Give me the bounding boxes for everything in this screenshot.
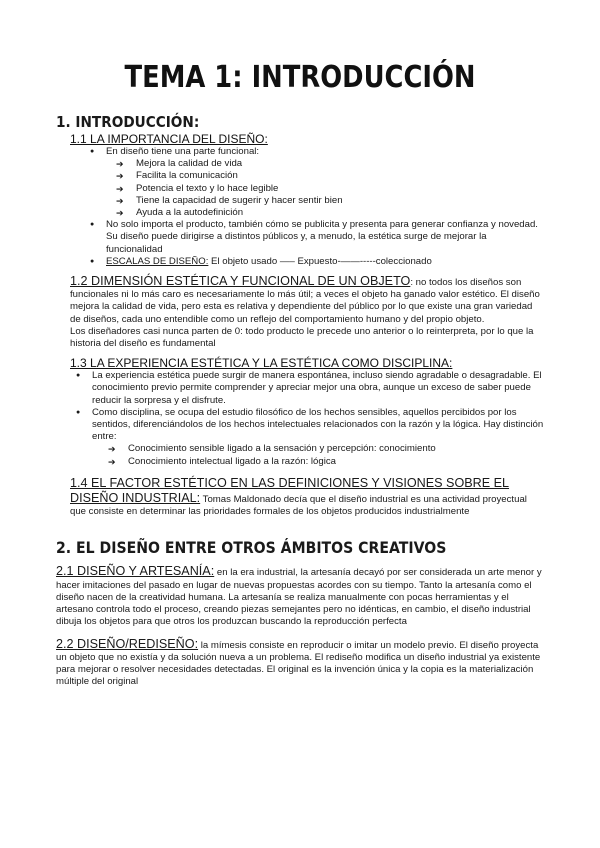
sub-list xyxy=(106,158,544,219)
sub-list-item: ➔ Tiene la capacidad de sugerir y hacer sentir bien xyxy=(136,195,544,207)
section-2-heading: 2. EL DISEÑO ENTRE OTROS ÁMBITOS CREATIVOS xyxy=(56,538,447,558)
section-1-4-heading: 1.4 EL FACTOR ESTÉTICO EN LAS DEFINICIONES Y VISIONES SOBRE EL DISEÑO INDUSTRIAL: xyxy=(70,475,510,506)
list-item xyxy=(106,256,544,268)
scales-label: ESCALAS DE DISEÑO: xyxy=(106,255,209,267)
section-2-2-heading: 2.2 DISEÑO/REDISEÑO: xyxy=(56,636,199,651)
section-1-3-list xyxy=(70,370,544,468)
sub-list-item: ➔ Ayuda a la autodefinición xyxy=(136,207,544,219)
sub-list-item: ➔ Conocimiento sensible ligado a la sensación y percepción: conocimiento xyxy=(128,443,544,455)
section-1-heading: 1. INTRODUCCIÓN: xyxy=(56,113,200,131)
section-2-2 xyxy=(56,637,544,689)
page-title: TEMA 1: INTRODUCCIÓN xyxy=(124,60,476,95)
section-1-1-list xyxy=(70,146,544,268)
section-1-2-paragraph-2: Los diseñadores casi nunca parten de 0: todo producto le precede uno anterior o lo reinterpreta, por lo que la historia del diseño es fundamental xyxy=(70,325,534,350)
section-1-1-heading: 1.1 LA IMPORTANCIA DEL DISEÑO: xyxy=(70,132,268,146)
section-1-1 xyxy=(56,132,544,268)
list-item xyxy=(92,407,544,468)
section-2-1-heading: 2.1 DISEÑO Y ARTESANÍA: xyxy=(56,564,215,579)
section-2-1-paragraph xyxy=(56,564,544,628)
list-item xyxy=(106,146,544,219)
section-1-2-paragraph xyxy=(70,274,544,326)
section-1-2-heading: 1.2 DIMENSIÓN ESTÉTICA Y FUNCIONAL DE UN OBJETO xyxy=(70,274,411,289)
list-item-text: En diseño tiene una parte funcional: xyxy=(106,146,260,157)
section-2-2-paragraph xyxy=(56,637,544,689)
section-1-2 xyxy=(56,274,544,350)
sub-list-item: ➔ Conocimiento intelectual ligado a la razón: lógica xyxy=(128,456,544,468)
sub-list-item: ➔ Mejora la calidad de vida xyxy=(136,158,544,170)
paragraph-text: la mímesis consiste en reproducir o imitar un modelo previo. El diseño proyecta un objeto que no existía y da solución nueva a un problema. El rediseño modifica un diseño industrial ya existente para mejorar o resolver necesidades detectadas. El original es la invención única y la copia es la materialización múltiple del original xyxy=(56,639,541,688)
list-item-text: Como disciplina, se ocupa del estudio filosófico de los hechos sensibles, aquellos percibidos por los sentidos, diferenciándolos de los hechos intelectuales relacionados con la razón y la lógica. Hay distinción entre: xyxy=(92,406,544,443)
sub-list-item: ➔ Potencia el texto y lo hace legible xyxy=(136,183,544,195)
list-item: ● La experiencia estética puede surgir de manera espontánea, incluso siendo agradable o desagradable. El conocimiento previo permite comprender y apreciar mejor una obra, aunque un exceso de saber puede reducir la sorpresa y el disfrute. xyxy=(92,370,544,407)
paragraph-text: Tomas Maldonado decía que el diseño industrial es una actividad proyectual que consiste en determinar las prioridades formales de los objetos producidos industrialmente xyxy=(70,494,527,518)
section-2-1 xyxy=(56,564,544,628)
sub-list xyxy=(92,443,544,467)
sub-list-item: ➔ Facilita la comunicación xyxy=(136,170,544,182)
section-1-3 xyxy=(56,356,544,468)
section-1-4 xyxy=(56,476,544,519)
section-1-3-heading: 1.3 LA EXPERIENCIA ESTÉTICA Y LA ESTÉTICA COMO DISCIPLINA: xyxy=(70,356,453,371)
section-1-4-paragraph xyxy=(70,476,544,519)
scales-text: El objeto usado —– Expuesto-——-----coleccionado xyxy=(208,255,432,267)
list-item: ● No solo importa el producto, también cómo se publicita y presenta para generar confianza y novedad. Su diseño puede dirigirse a distintos públicos y, a menudo, la estética surge de mejorar la funcionalidad xyxy=(106,219,544,256)
paragraph-text: : no todos los diseños son funcionales ni lo más caro es necesariamente lo más útil; a veces el objeto ha ganado valor estético. El diseño mejora la calidad de vida, pero esta es relativa y dependiente del público por lo que existe una gran variedad de diseños, cada uno entendible como un reflejo del comportamiento humano y del propio objeto. xyxy=(70,277,540,325)
paragraph-text: en la era industrial, la artesanía decayó por ser considerada un arte menor y hacer imitaciones del pasado en lugar de nuevas propuestas acordes con su tiempo. Tanto la artesanía como el diseño nacen de la creatividad humana. La artesanía se realiza manualmente con pocas herramientas y el artesano controla todo el proceso, creando piezas semejantes pero no idénticas, en cambio, el diseño industrial dibuja los objetos para que otros los produzcan buscando la reproducción perfecta xyxy=(56,567,542,628)
